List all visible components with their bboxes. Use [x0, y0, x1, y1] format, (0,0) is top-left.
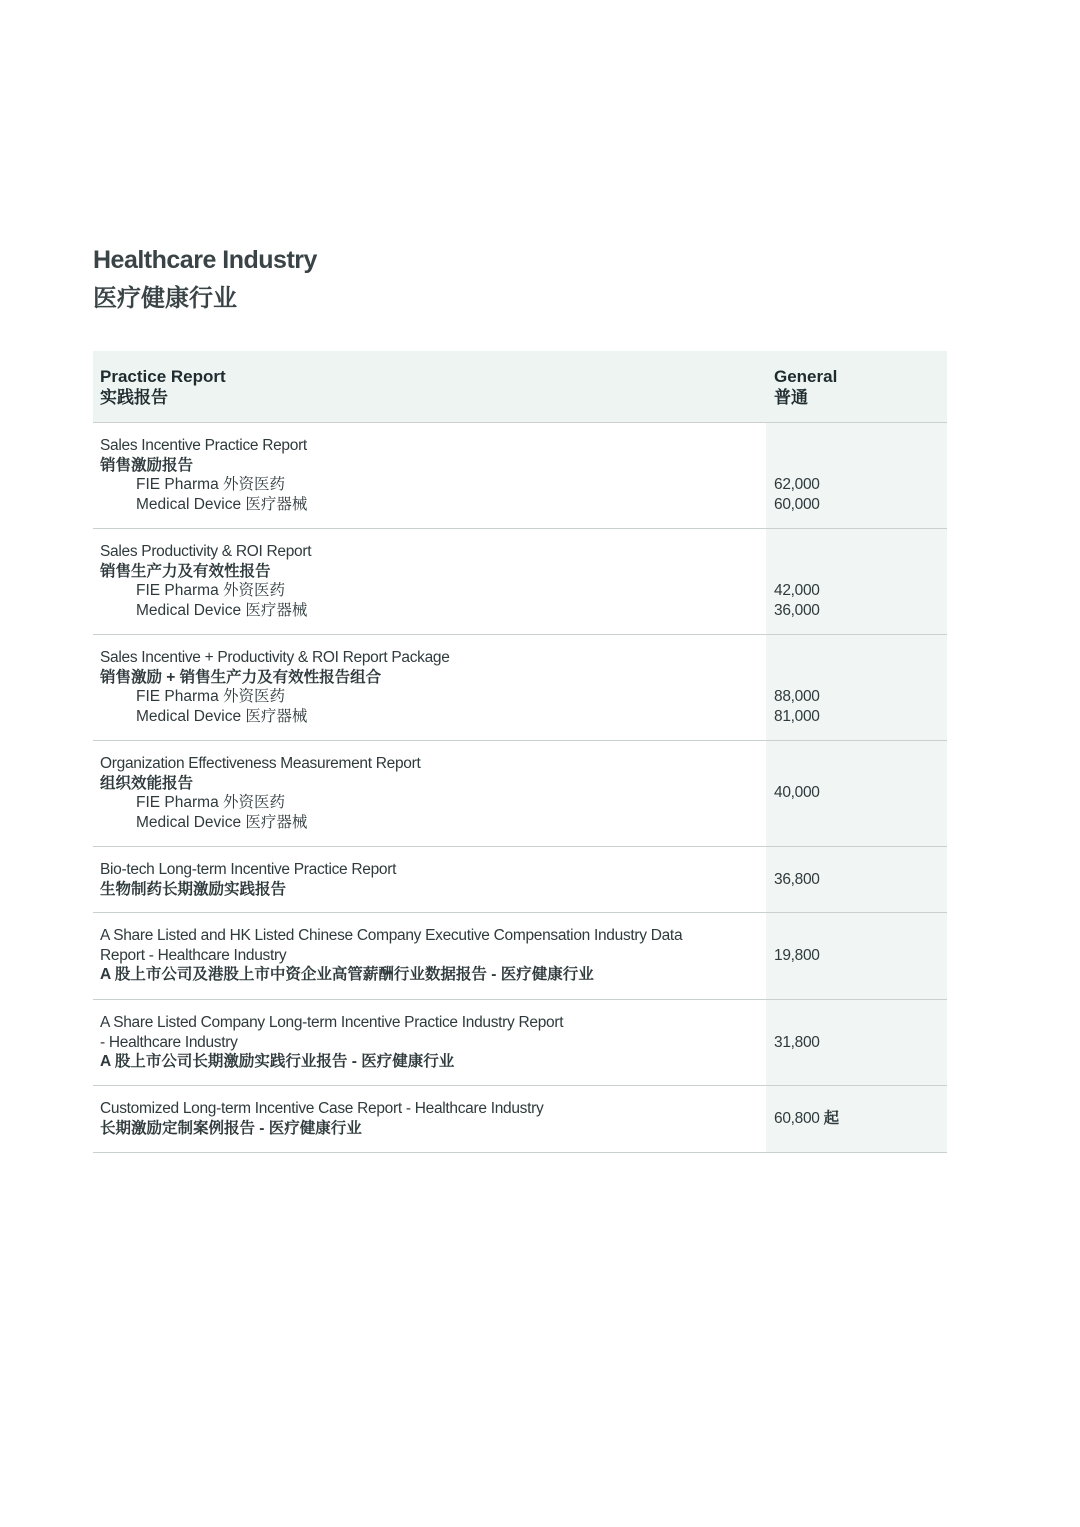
header-general [774, 366, 837, 408]
report-name [100, 754, 765, 832]
price-cell [774, 1033, 820, 1053]
price-suffix: 起 [823, 1110, 839, 1127]
price-table [93, 351, 947, 1153]
header-practice-report-en: Practice Report [100, 367, 226, 386]
report-name-cn: 长期激励定制案例报告 - 医疗健康行业 [100, 1119, 362, 1137]
report-name-cn: 销售激励报告 [100, 456, 194, 474]
report-name-en: Sales Incentive + Productivity & ROI Report Package [100, 649, 450, 666]
report-name-cn: 销售生产力及有效性报告 [100, 562, 271, 580]
report-name [100, 926, 765, 985]
report-name-cn: 组织效能报告 [100, 774, 194, 792]
report-name [100, 1099, 765, 1138]
sub-item-medical-device: Medical Device 医疗器械 [136, 813, 308, 831]
price-cell [774, 946, 820, 966]
price-fie-pharma: 88,000 [774, 688, 820, 705]
table-row [93, 913, 947, 1000]
price-fie-pharma: 62,000 [774, 476, 820, 493]
sub-item-medical-device: Medical Device 医疗器械 [136, 601, 308, 619]
table-row [93, 529, 947, 635]
report-name-en-line-2: Report - Healthcare Industry [100, 946, 287, 964]
sub-item-fie-pharma: FIE Pharma 外资医药 [136, 688, 285, 706]
header-practice-report-cn: 实践报告 [100, 388, 168, 407]
report-name-en: Organization Effectiveness Measurement Report [100, 755, 421, 772]
table-row [93, 635, 947, 741]
page-title-en: Healthcare Industry [93, 246, 317, 274]
price-cell [774, 581, 820, 620]
report-name-cn: 生物制药长期激励实践报告 [100, 880, 287, 898]
price-value: 60,800 [774, 1110, 820, 1127]
report-name-en: Sales Productivity & ROI Report [100, 543, 312, 560]
report-name-en: Sales Incentive Practice Report [100, 437, 307, 454]
price-cell [774, 870, 820, 890]
table-row [93, 847, 947, 913]
report-name-cn: A 股上市公司长期激励实践行业报告 - 医疗健康行业 [100, 1053, 455, 1071]
table-header [93, 351, 947, 423]
table-row [93, 1000, 947, 1086]
report-name-cn: A 股上市公司及港股上市中资企业高管薪酬行业数据报告 - 医疗健康行业 [100, 966, 594, 984]
report-name-en: Bio-tech Long-term Incentive Practice Report [100, 861, 397, 878]
sub-item-medical-device: Medical Device 医疗器械 [136, 495, 308, 513]
price-cell [774, 783, 820, 803]
price-value: 31,800 [774, 1034, 820, 1051]
page-title [93, 244, 317, 318]
header-general-en: General [774, 367, 838, 386]
sub-item-fie-pharma: FIE Pharma 外资医药 [136, 582, 285, 600]
page-title-cn: 医疗健康行业 [93, 285, 237, 312]
sub-item-fie-pharma: FIE Pharma 外资医药 [136, 476, 285, 494]
report-name [100, 1013, 765, 1072]
price-value: 40,000 [774, 784, 820, 801]
price-value: 36,800 [774, 871, 820, 888]
price-cell [774, 1109, 839, 1129]
price-value: 19,800 [774, 947, 820, 964]
table-row [93, 1086, 947, 1153]
price-medical-device: 60,000 [774, 495, 820, 513]
report-name-en-line-2: - Healthcare Industry [100, 1033, 238, 1051]
report-name [100, 860, 765, 899]
price-fie-pharma: 42,000 [774, 582, 820, 599]
price-medical-device: 36,000 [774, 601, 820, 619]
price-medical-device: 81,000 [774, 707, 820, 725]
header-practice-report [100, 366, 226, 408]
report-name [100, 542, 765, 620]
report-name [100, 648, 765, 726]
report-name-en: Customized Long-term Incentive Case Report - Healthcare Industry [100, 1100, 544, 1117]
header-general-cn: 普通 [774, 388, 808, 407]
report-name [100, 436, 765, 514]
sub-item-fie-pharma: FIE Pharma 外资医药 [136, 794, 285, 812]
price-cell [774, 475, 820, 514]
report-name-en-line-1: A Share Listed Company Long-term Incentive Practice Industry Report [100, 1014, 564, 1031]
price-cell [774, 687, 820, 726]
sub-item-medical-device: Medical Device 医疗器械 [136, 707, 308, 725]
table-row [93, 741, 947, 847]
table-row [93, 423, 947, 529]
report-name-cn: 销售激励 + 销售生产力及有效性报告组合 [100, 668, 382, 686]
report-name-en-line-1: A Share Listed and HK Listed Chinese Company Executive Compensation Industry Data [100, 927, 683, 944]
